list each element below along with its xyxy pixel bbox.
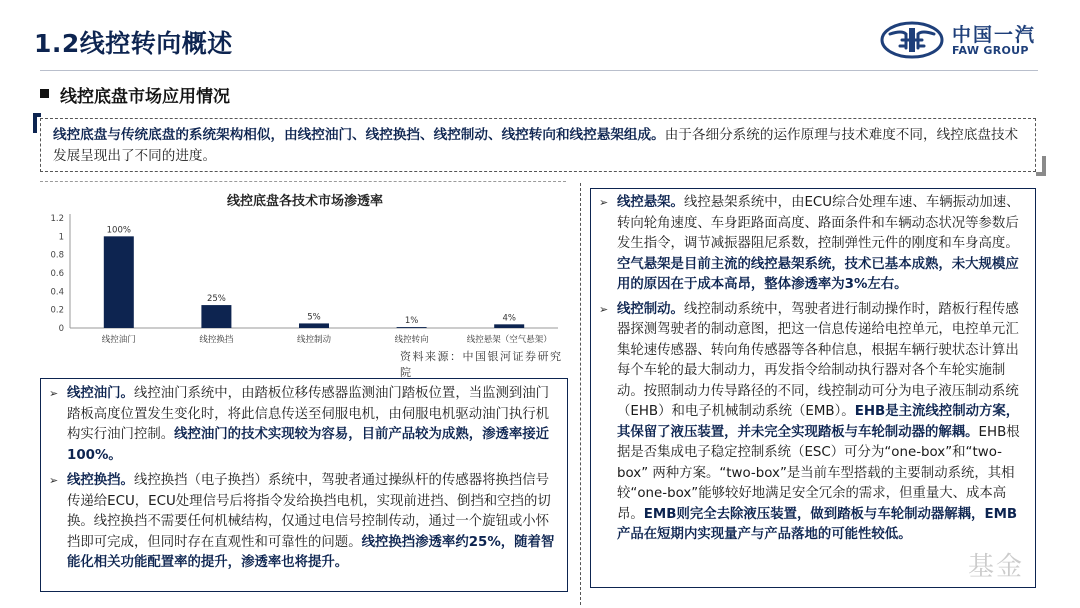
x-tick-label: 线控悬架（空气悬架） — [466, 335, 552, 345]
logo-cn-text: 中国一汽 — [952, 24, 1037, 46]
item-bold: 线控换挡渗透率约25%，随着智能化相关功能配置率的提升，渗透率也将提升。 — [67, 534, 555, 570]
chart-source: 资料来源：中国银河证券研究院 — [400, 350, 563, 379]
item-bold-2: EMB则完全去除液压装置，做到踏板与车轮制动器解耦，EMB产品在短期内实现量产与产品落地的可能性较低。 — [617, 506, 1018, 542]
item-head: 线控制动。 — [617, 301, 684, 317]
arrow-bullet-icon: ➢ — [599, 196, 609, 209]
data-label: 1% — [404, 316, 419, 327]
y-tick-label: 1 — [58, 232, 64, 243]
logo-en-text: FAW GROUP — [952, 44, 1029, 57]
item-text: 线控换挡（电子换挡）系统中，驾驶者通过操纵杆的传感器将换挡信号传递给ECU，ECU处理信号后将指令发给换挡电机，实现前进挡、倒挡和空挡的切换。线控换挡不需要任何机械结构，仅通过电信号控制传动，通过一个旋钮或小怀挡即可完成，但同时存在直观性和可靠性的问题。 — [67, 473, 551, 550]
bar-4 — [494, 324, 524, 328]
x-tick-label: 线控换挡 — [199, 335, 234, 345]
y-tick-label: 0.6 — [50, 269, 64, 279]
left-info-box — [40, 378, 568, 592]
data-label: 4% — [502, 313, 516, 324]
item-head: 线控油门。 — [67, 386, 134, 401]
item-head: 线控换挡。 — [67, 473, 134, 488]
square-bullet-icon — [40, 89, 49, 98]
vertical-dashed-divider — [580, 183, 581, 605]
bar-chart-svg — [40, 184, 570, 372]
x-tick-label: 线控转向 — [394, 335, 429, 345]
arrow-bullet-icon: ➢ — [49, 474, 59, 487]
list-item-shift — [41, 471, 557, 574]
item-text: 线控制动系统中，驾驶者进行制动操作时，踏板行程传感器探测驾驶者的制动意图，把这一信息传递给电控单元，电控单元汇集轮速传感器、转向角传感器等各种信息，根据车辆行驶状态计算出每个车轮的最大制动力，再发指令给制动执行器对各个车轮实施制动。按照制动力传导路径的不同，线控制动可分为电子液压制动系统（EHB）和电子机械制动系统（EMB）。 — [617, 301, 1019, 419]
y-tick-label: 0.4 — [50, 287, 64, 298]
item-text: 线控油门系统中，由踏板位移传感器监测油门踏板位置，当监测到油门踏板高度位置发生变化时，将此信息传送至伺服电机，由伺服电机驱动油门执行机构实行油门控制。 — [67, 386, 550, 442]
faw-logo — [880, 20, 1060, 64]
right-info-box — [590, 188, 1036, 588]
y-tick-label: 0.2 — [50, 305, 64, 316]
y-tick-label: 1.2 — [50, 214, 64, 224]
intro-bold: 线控底盘与传统底盘的系统架构相似，由线控油门、线控换挡、线控制动、线控转向和线控悬架组成。 — [53, 127, 665, 143]
data-label: 5% — [307, 312, 321, 323]
dashed-divider — [40, 181, 566, 182]
item-text: 线控悬架系统中，由ECU综合处理车速、车辆振动加速、转向轮角速度、车身距路面高度、路面条件和车辆动态状况等参数后发生指令，调节减振器阻尼系数，控制弹性元件的刚度和车身高度。 — [617, 195, 1020, 251]
y-tick-label: 0.8 — [50, 250, 64, 261]
list-item-brake — [591, 300, 1025, 546]
x-tick-label: 线控制动 — [296, 335, 332, 345]
bar-3 — [397, 327, 427, 328]
data-label: 100% — [106, 225, 131, 236]
item-bold: 空气悬架是目前主流的线控悬架系统，技术已基本成熟，未大规模应用的原因在于成本高昂，整体渗透率为3%左右。 — [617, 256, 1019, 292]
item-bold: EHB是主流线控制动方案，其保留了液压装置，并未完全实现踏板与车轮制动器的解耦。 — [617, 404, 1020, 440]
corner-bracket-decoration — [1036, 156, 1046, 176]
page-title: 1.2线控转向概述 — [34, 29, 233, 58]
header-divider — [40, 70, 1038, 71]
arrow-bullet-icon: ➢ — [49, 387, 59, 400]
intro-rest: 由于各细分系统的运作原理与技术难度不同，线控底盘技术发展呈现出了不同的进度。 — [53, 127, 1019, 164]
section-subtitle: 线控底盘市场应用情况 — [60, 87, 230, 107]
y-tick-label: 0 — [58, 324, 64, 334]
bar-2 — [299, 323, 329, 328]
list-item-throttle — [41, 384, 557, 466]
item-head: 线控悬架。 — [617, 195, 684, 210]
chart-title: 线控底盘各技术市场渗透率 — [226, 194, 383, 209]
data-label: 25% — [206, 294, 226, 305]
intro-box — [40, 118, 1036, 172]
watermark: 基金 — [968, 552, 1025, 582]
bar-0 — [104, 236, 134, 328]
penetration-chart — [40, 184, 570, 379]
item-bold: 线控油门的技术实现较为容易，目前产品较为成熟，渗透率接近100%。 — [67, 427, 550, 463]
bar-1 — [201, 305, 231, 328]
arrow-bullet-icon: ➢ — [599, 302, 609, 316]
item-text-2: EHB根据是否集成电子稳定控制系统（ESC）可分为“one-box”和“two-box” 两种方案。“two-box”是当前车型搭载的主要制动系统，其相较“one-box”能够较好地满足安全冗余的需求，但重量大、成本高昂。 — [617, 424, 1020, 522]
list-item-suspension — [591, 193, 1025, 296]
faw-emblem-icon — [880, 20, 944, 60]
x-tick-label: 线控油门 — [101, 335, 136, 345]
intro-text — [53, 125, 1029, 167]
